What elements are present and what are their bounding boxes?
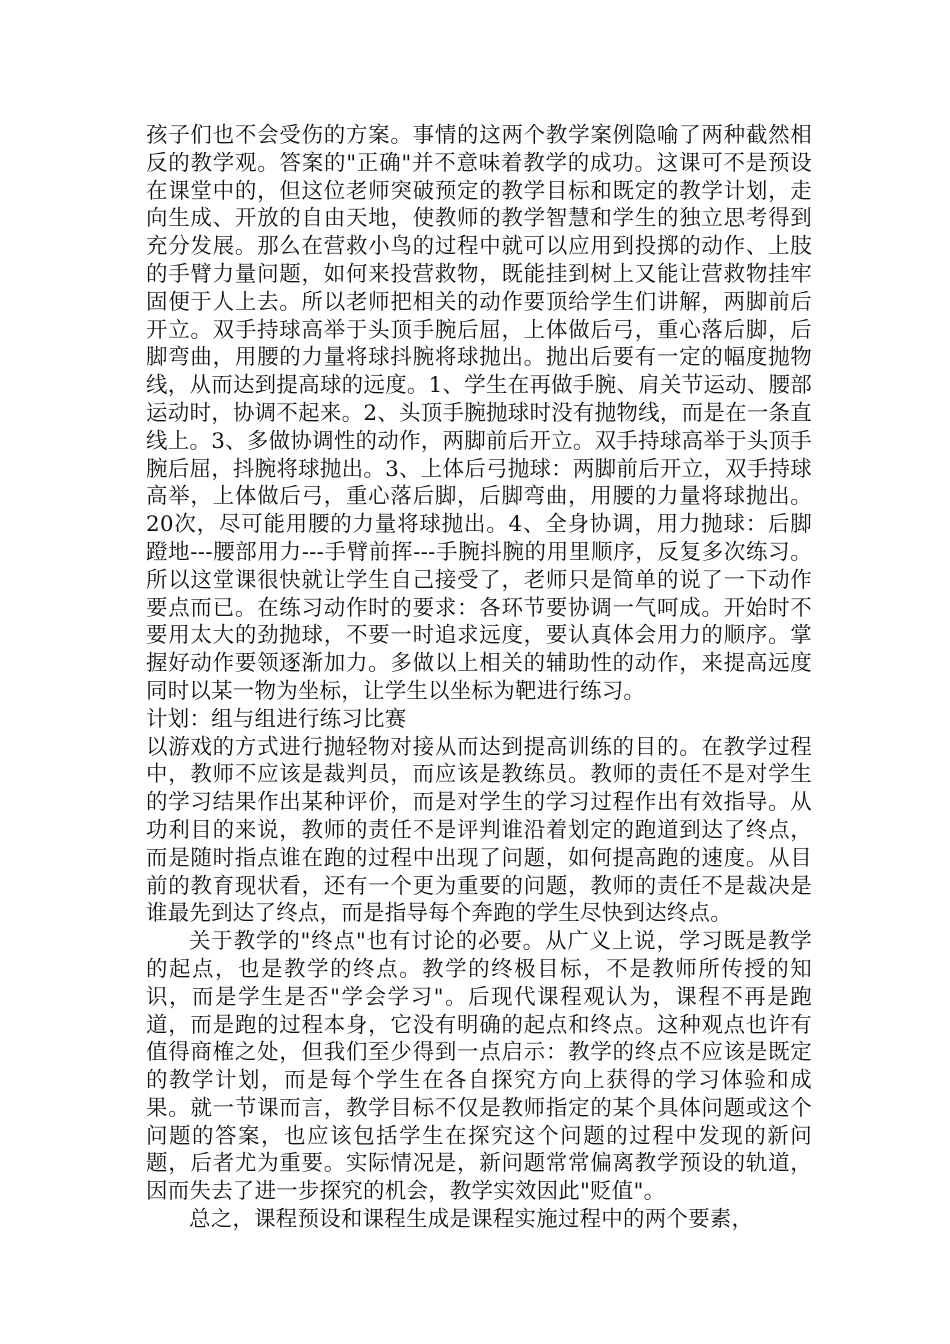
- paragraph-teaching-endpoint: 关于教学的"终点"也有讨论的必要。从广义上说，学习既是教学的起点，也是教学的终点。教学的终极目标，不是教师所传授的知识，而是学生是否"学会学习"。后现代课程观认为，课程不再是跑道，而是跑的过程本身，它没有明确的起点和终点。这种观点也许有值得商榷之处，但我们至少得到一点启示：教学的终点不应该是既定的教学计划，而是每个学生在各自探究方向上获得的学习体验和成果。就一节课而言，教学目标不仅是教师指定的某个具体问题或这个问题的答案，也应该包括学生在探究这个问题的过程中发现的新问题，后者尤为重要。实际情况是，新问题常常偏离教学预设的轨道，因而失去了进一步探究的机会，教学实效因此"贬值"。: [146, 929, 812, 1205]
- paragraph-teaching-case: 孩子们也不会受伤的方案。事情的这两个教学案例隐喻了两种截然相反的教学观。答案的"正确"并不意味着教学的成功。这课可不是预设在课堂中的，但这位老师突破预定的教学目标和既定的教学计划，走向生成、开放的自由天地，使教师的教学智慧和学生的独立思考得到充分发展。那么在营救小鸟的过程中就可以应用到投掷的动作、上肢的手臂力量问题，如何来投营救物，既能挂到树上又能让营救物挂牢固便于人上去。所以老师把相关的动作要顶给学生们讲解，两脚前后开立。双手持球高举于头顶手腕后屈，上体做后弓，重心落后脚，后脚弯曲，用腰的力量将球抖腕将球抛出。抛出后要有一定的幅度抛物线，从而达到提高球的远度。1、学生在再做手腕、肩关节运动、腰部运动时，协调不起来。2、头顶手腕抛球时没有抛物线，而是在一条直线上。3、多做协调性的动作，两脚前后开立。双手持球高举于头顶手腕后屈，抖腕将球抛出。3、上体后弓抛球：两脚前后开立，双手持球高举，上体做后弓，重心落后脚，后脚弯曲，用腰的力量将球抛出。20次，尽可能用腰的力量将球抛出。4、全身协调，用力抛球：后脚蹬地---腰部用力---手臂前挥---手腕抖腕的用里顺序，反复多次练习。所以这堂课很快就让学生自己接受了，老师只是简单的说了一下动作要点而已。在练习动作时的要求：各环节要协调一气呵成。开始时不要用太大的劲抛球，不要一时追求远度，要认真体会用力的顺序。掌握好动作要领逐渐加力。多做以上相关的辅助性的动作，来提高远度同时以某一物为坐标，让学生以坐标为靶进行练习。: [146, 123, 812, 704]
- paragraph-plan-heading: 计划：组与组进行练习比赛: [146, 706, 407, 732]
- document-page: [146, 122, 812, 1234]
- paragraph-conclusion: 总之，课程预设和课程生成是课程实施过程中的两个要素，: [189, 1207, 754, 1233]
- paragraph-game-method: 以游戏的方式进行抛轻物对接从而达到提高训练的目的。在教学过程中，教师不应该是裁判员，而应该是教练员。教师的责任不是对学生的学习结果作出某种评价，而是对学生的学习过程作出有效指导。从功利目的来说，教师的责任不是评判谁沿着划定的跑道到达了终点，而是随时指点谁在跑的过程中出现了问题，如何提高跑的速度。从目前的教育现状看，还有一个更为重要的问题，教师的责任不是裁决是谁最先到达了终点，而是指导每个奔跑的学生尽快到达终点。: [146, 734, 812, 927]
